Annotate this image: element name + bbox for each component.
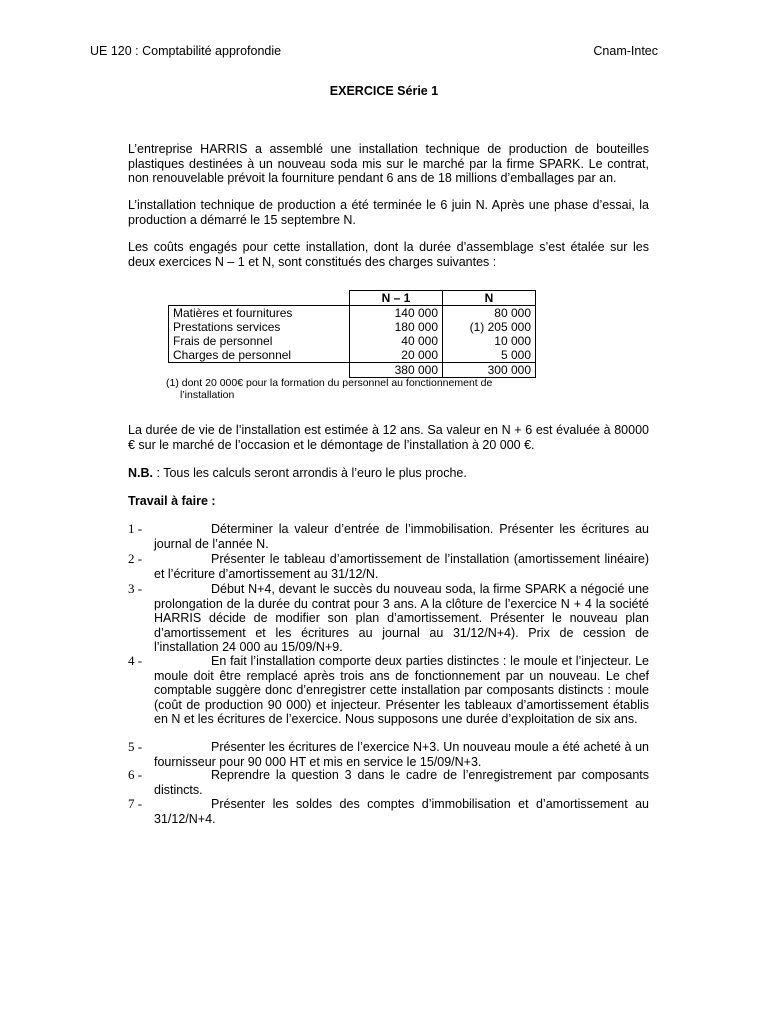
row-value-n-1: 20 000 — [350, 348, 443, 363]
question-number: 4 - — [128, 653, 143, 668]
question-text: Présenter les écritures de l’exercice N+3. Un nouveau moule a été acheté à un fournisseur pour 90 000 HT et mis en service le 15/09/N+3. — [154, 740, 649, 769]
work-heading: Travail à faire : — [128, 494, 216, 508]
total-n-1: 380 000 — [350, 363, 443, 378]
table-header-empty — [169, 291, 350, 306]
row-value-n: 80 000 — [443, 306, 536, 321]
question-number: 5 - — [128, 739, 143, 754]
question-item — [128, 582, 649, 655]
row-value-n-1: 180 000 — [350, 320, 443, 334]
table-header-row — [169, 291, 536, 306]
row-value-n-1: 40 000 — [350, 334, 443, 348]
costs-text: Les coûts engagés pour cette installation, dont la durée d’assemblage s’est étalée sur les deux exercices N – 1 et N, sont constitués des charges suivantes : — [128, 240, 649, 269]
row-value-n: 10 000 — [443, 334, 536, 348]
question-text: En fait l’installation comporte deux parties distinctes : le moule et l’injecteur. Le moule doit être remplacé après trois ans de fonctionnement par un nouveau. Le chef comptable suggère donc d’enregistrer cette installation par composants distincts : moule (coût de production 90 000) et injecteur. Présenter les tableaux d’amortissement établis en N et les écritures de l’exercice. Nous supposons une durée d’exploitation de six ans. — [154, 654, 649, 727]
question-item — [128, 522, 649, 551]
production-text: L’installation technique de production a été terminée le 6 juin N. Après une phase d’essai, la production a démarré le 15 septembre N. — [128, 198, 649, 227]
row-value-n: (1) 205 000 — [443, 320, 536, 334]
question-number: 2 - — [128, 551, 143, 566]
question-number: 7 - — [128, 796, 143, 811]
table-total-row — [169, 363, 536, 378]
table-header-n: N — [443, 291, 536, 306]
question-text: Présenter le tableau d’amortissement de l’installation (amortissement linéaire) et l’écriture d’amortissement au 31/12/N. — [154, 552, 649, 581]
question-text: Début N+4, devant le succès du nouveau soda, la firme SPARK a négocié une prolongation de la durée du contrat pour 3 ans. A la clôture de l’exercice N + 4 la société HARRIS décide de modifier son plan d’amortissement. Présenter le nouveau plan d’amortissement et les écritures au journal au 31/12/N+4). Prix de cession de l’installation 24 000 au 15/09/N+9. — [154, 582, 649, 655]
question-item — [128, 740, 649, 769]
table-row — [169, 306, 536, 321]
intro-text: L’entreprise HARRIS a assemblé une installation technique de production de bouteilles plastiques destinées à un nouveau soda mis sur le marché par la firme SPARK. Le contrat, non renouvelable prévoit la fourniture pendant 6 ans de 18 millions d’emballages par an. — [128, 142, 649, 186]
question-item — [128, 654, 649, 727]
row-label: Matières et fournitures — [169, 306, 350, 321]
total-n: 300 000 — [443, 363, 536, 378]
costs-table-wrapper — [168, 290, 536, 378]
production-paragraph — [128, 198, 649, 227]
question-item — [128, 797, 649, 826]
row-label: Charges de personnel — [169, 348, 350, 363]
question-item — [128, 552, 649, 581]
header-course-title: UE 120 : Comptabilité approfondie — [90, 44, 282, 58]
table-row — [169, 320, 536, 334]
intro-paragraph — [128, 142, 649, 186]
lifetime-paragraph — [128, 423, 649, 452]
table-footnote — [166, 377, 546, 401]
question-number: 6 - — [128, 767, 143, 782]
nb-paragraph — [128, 466, 649, 481]
question-item — [128, 768, 649, 797]
question-number: 3 - — [128, 581, 143, 596]
costs-paragraph — [128, 240, 649, 269]
header-institution: Cnam-Intec — [593, 44, 658, 58]
row-value-n-1: 140 000 — [350, 306, 443, 321]
footnote-line-1: (1) dont 20 000€ pour la formation du personnel au fonctionnement de — [166, 377, 493, 389]
table-header-n-1: N – 1 — [350, 291, 443, 306]
row-label: Frais de personnel — [169, 334, 350, 348]
row-value-n: 5 000 — [443, 348, 536, 363]
question-number: 1 - — [128, 521, 143, 536]
question-text: Reprendre la question 3 dans le cadre de l’enregistrement par composants distincts. — [154, 768, 649, 797]
row-label: Prestations services — [169, 320, 350, 334]
table-row — [169, 348, 536, 363]
lifetime-text: La durée de vie de l’installation est estimée à 12 ans. Sa valeur en N + 6 est évaluée à 80000 € sur le marché de l’occasion et le démontage de l’installation à 20 000 €. — [128, 423, 649, 452]
exercise-title: EXERCICE Série 1 — [329, 84, 439, 98]
footnote-line-2: l’installation — [180, 389, 235, 401]
question-text: Présenter les soldes des comptes d’immobilisation et d’amortissement au 31/12/N+4. — [154, 797, 649, 826]
total-label-empty — [169, 363, 350, 378]
nb-text: : Tous les calculs seront arrondis à l’euro le plus proche. — [153, 466, 467, 480]
costs-table — [168, 290, 536, 378]
question-text: Déterminer la valeur d’entrée de l’immobilisation. Présenter les écritures au journal de l’année N. — [154, 522, 649, 551]
table-row — [169, 334, 536, 348]
nb-label: N.B. — [128, 466, 153, 480]
